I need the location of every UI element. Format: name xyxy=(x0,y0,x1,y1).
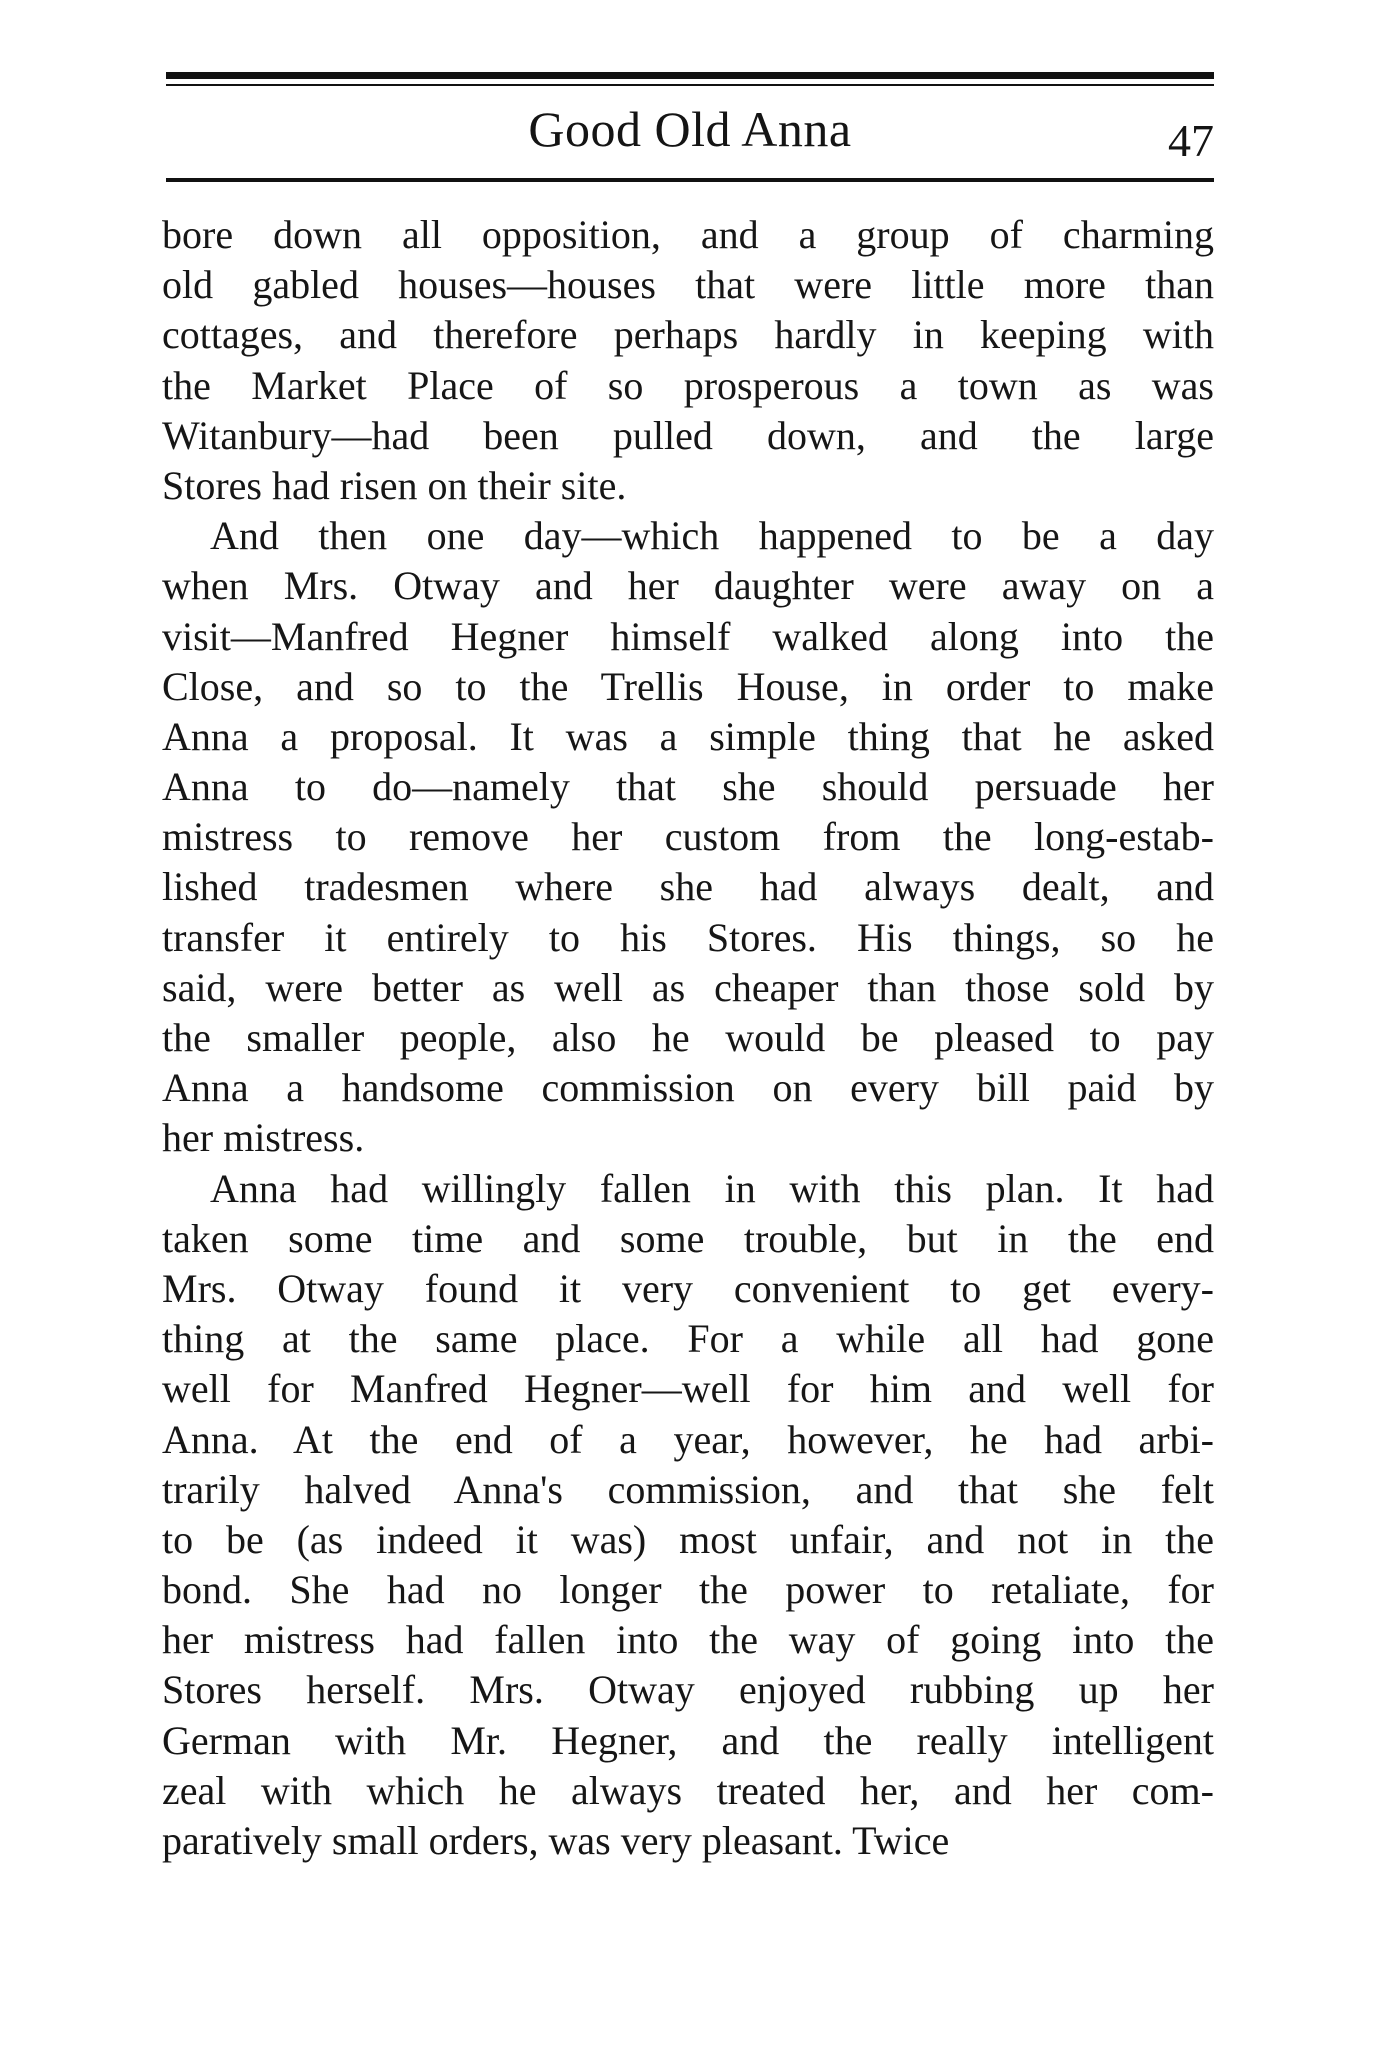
text-line: trarily halved Anna's commission, and that she felt xyxy=(162,1466,1214,1512)
text-line: Anna a proposal. It was a simple thing that he asked xyxy=(162,713,1214,759)
text-line: thing at the same place. For a while all had gone xyxy=(162,1316,1214,1362)
paragraph xyxy=(162,511,1214,1163)
text-line: to be (as indeed it was) most unfair, and not in the xyxy=(162,1516,1214,1562)
text-line: Anna had willingly fallen in with this plan. It had xyxy=(210,1165,1214,1211)
text-line: mistress to remove her custom from the long-estab- xyxy=(162,814,1214,860)
paragraph xyxy=(162,1164,1214,1867)
header-rule-thin xyxy=(166,84,1214,86)
text-line: the smaller people, also he would be pleased to pay xyxy=(162,1015,1214,1060)
text-line: her mistress had fallen into the way of going into the xyxy=(162,1617,1214,1663)
text-line: cottages, and therefore perhaps hardly in keeping with xyxy=(162,312,1214,358)
text-line: German with Mr. Hegner, and the really intelligent xyxy=(162,1717,1214,1763)
text-line: Stores herself. Mrs. Otway enjoyed rubbing up her xyxy=(162,1667,1214,1713)
text-line: bond. She had no longer the power to retaliate, for xyxy=(162,1567,1214,1613)
text-line: And then one day—which happened to be a day xyxy=(210,513,1214,559)
text-line: her mistress. xyxy=(162,1115,365,1161)
paragraph xyxy=(162,210,1214,511)
page-number: 47 xyxy=(1168,115,1214,166)
body-text xyxy=(162,210,1214,1866)
text-line: the Market Place of so prosperous a town as was xyxy=(162,362,1214,408)
running-head xyxy=(166,98,1214,178)
text-line: Anna. At the end of a year, however, he had arbi- xyxy=(162,1416,1214,1462)
text-line: lished tradesmen where she had always dealt, and xyxy=(162,864,1214,910)
text-line: taken some time and some trouble, but in the end xyxy=(162,1215,1214,1261)
text-line: Anna to do—namely that she should persuade her xyxy=(162,764,1214,810)
text-line: old gabled houses—houses that were little more than xyxy=(162,262,1214,308)
text-line: said, were better as well as cheaper than those sold by xyxy=(162,964,1214,1010)
text-line: transfer it entirely to his Stores. His things, so he xyxy=(162,914,1214,960)
text-line: Stores had risen on their site. xyxy=(162,462,627,508)
text-line: well for Manfred Hegner—well for him and well for xyxy=(162,1366,1214,1412)
text-line: Witanbury—had been pulled down, and the large xyxy=(162,412,1214,458)
header-rule-thick xyxy=(166,72,1214,79)
text-line: zeal with which he always treated her, and her com- xyxy=(162,1767,1214,1813)
text-line: Anna a handsome commission on every bill paid by xyxy=(162,1065,1214,1111)
text-line: when Mrs. Otway and her daughter were away on a xyxy=(162,563,1214,609)
text-line: Mrs. Otway found it very convenient to get every- xyxy=(162,1265,1214,1311)
text-line: paratively small orders, was very pleasant. Twice xyxy=(162,1818,950,1863)
text-line: Close, and so to the Trellis House, in order to make xyxy=(162,663,1214,709)
text-line: bore down all opposition, and a group of charming xyxy=(162,212,1214,257)
header-rule-bottom xyxy=(166,178,1214,182)
text-line: visit—Manfred Hegner himself walked along into the xyxy=(162,613,1214,659)
running-title: Good Old Anna xyxy=(528,101,852,157)
